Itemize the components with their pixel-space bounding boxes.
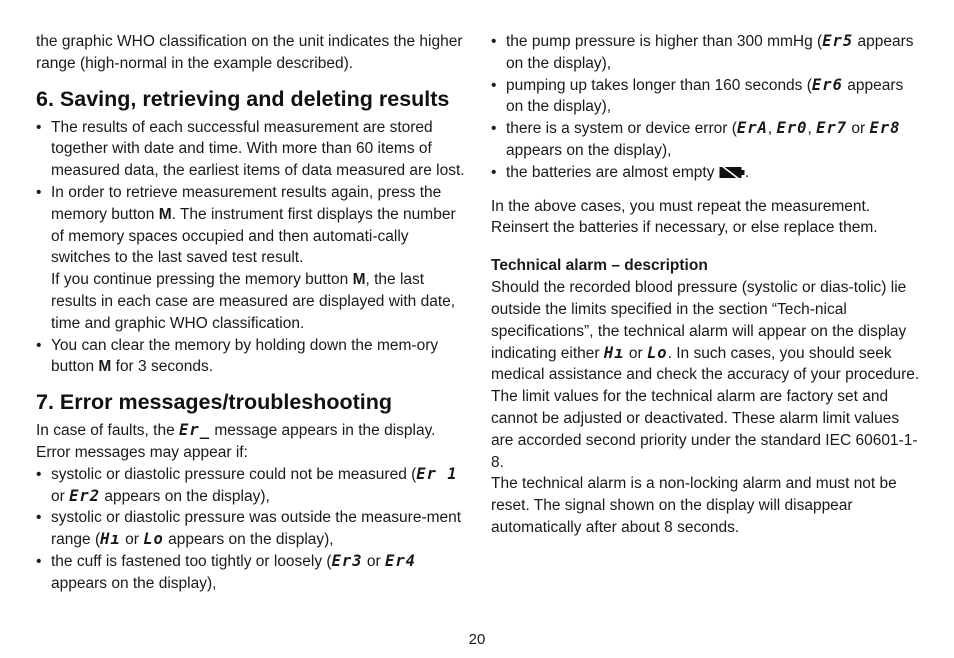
memory-button-label: M (352, 271, 366, 289)
error-code: Er7 (816, 119, 848, 138)
error-code: Er8 (869, 119, 901, 138)
left-column (36, 31, 466, 595)
battery-low-icon (719, 164, 745, 177)
error-code: Lo (143, 530, 164, 549)
section-7-heading: 7. Error messages/troubleshooting (36, 390, 393, 415)
memory-button-label: M (158, 205, 172, 223)
alarm-paragraph-2: The limit values for the technical alarm are factory set and cannot be adjusted or deactivated. These alarm limit values are accorded second priority under the standard IEC 60601-1-8. (491, 388, 918, 471)
error-code: Er_ (179, 421, 211, 440)
section-7-intro: In case of faults, the Er_ message appears in the display. Error messages may appear if: (36, 421, 436, 461)
page-number: 20 (468, 631, 486, 648)
list-item: • systolic or diastolic pressure could not be measured (Er 1 or Er2 appears on the display), (36, 464, 466, 508)
memory-button-label: M (98, 358, 112, 376)
error-code: Er0 (776, 119, 808, 138)
section-7-list (36, 464, 466, 595)
error-list-continued (491, 31, 921, 184)
intro-paragraph: the graphic WHO classification on the unit indicates the higher range (high-normal in the example described). (36, 33, 463, 72)
error-code: Hı (100, 530, 121, 549)
alarm-paragraph-3: The technical alarm is a non-locking alarm and must not be reset. The signal shown on the display will disappear automatically after about 8 seconds. (491, 475, 897, 536)
error-code: Hı (603, 343, 625, 362)
alarm-heading: Technical alarm – description (491, 257, 708, 275)
error-code: Er6 (811, 75, 843, 94)
error-code: Er3 (331, 551, 363, 570)
repeat-paragraph: In the above cases, you must repeat the measurement. Reinsert the batteries if necessary, or else replace them. (491, 197, 878, 237)
alarm-paragraph-1: Should the recorded blood pressure (systolic or dias-tolic) lie outside the limits specified in the section “Tech-nical specifications”, the technical alarm will appear on the display indicating either Hı or Lo. In such cases, you should seek medical assistance and check the accuracy of your procedure. (491, 279, 920, 384)
list-item: • You can clear the memory by holding down the mem-ory button M for 3 seconds. (36, 335, 466, 379)
error-code: Er4 (385, 551, 416, 570)
error-code: ErA (736, 119, 768, 138)
list-item: • systolic or diastolic pressure was outside the measure-ment range (Hı or Lo appears on the display), (36, 507, 466, 551)
error-code: Er5 (822, 32, 854, 50)
list-item: • pumping up takes longer than 160 seconds (Er6 appears on the display), (491, 75, 921, 119)
list-item: • there is a system or device error (ErA, Er0, Er7 or Er8 appears on the display), (491, 118, 921, 162)
list-item: • the batteries are almost empty . (491, 162, 921, 184)
list-item: • In order to retrieve measurement results again, press the memory button M. The instrument first displays the number of memory spaces occupied and then automati-cally switches to the last saved test result. If you continue pressing the memory button M, the last results in each case are measured are displayed with date, time and graphic WHO classification. (36, 182, 466, 335)
list-item: • the pump pressure is higher than 300 mmHg (Er5 appears on the display), (491, 31, 921, 75)
right-column (491, 31, 921, 539)
list-item: • The results of each successful measurement are stored together with date and time. With more than 60 items of measured data, the earliest items of data measured are lost. (36, 117, 466, 182)
list-item: • the cuff is fastened too tightly or loosely (Er3 or Er4 appears on the display), (36, 551, 466, 595)
error-code: Er2 (69, 486, 101, 505)
section-6-heading: 6. Saving, retrieving and deleting results (36, 86, 450, 111)
section-6-list (36, 117, 466, 379)
error-code: Er 1 (416, 464, 458, 483)
error-code: Lo (646, 343, 668, 362)
